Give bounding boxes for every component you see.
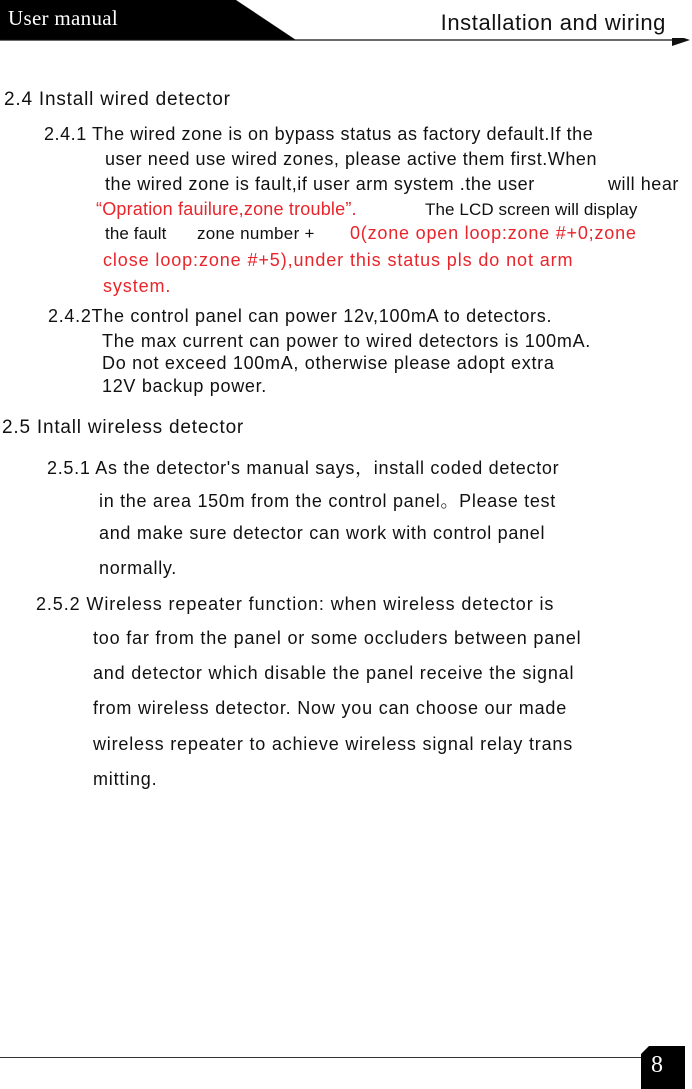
para-2-4-2-line-3: Do not exceed 100mA, otherwise please adopt extra	[102, 353, 555, 373]
section-heading-2-4: 2.4 Install wired detector	[4, 89, 231, 110]
para-2-4-2-line-4: 12V backup power.	[102, 376, 268, 396]
para-2-4-1-line-3b: will hear	[608, 174, 679, 194]
para-2-5-2-line-4: from wireless detector. Now you can choose our made	[93, 698, 568, 718]
section-heading-2-5: 2.5 Intall wireless detector	[2, 417, 245, 438]
para-2-4-1-zone-formula-end: system.	[103, 276, 172, 296]
para-2-4-2-line-2: The max current can power to wired detectors is 100mA.	[102, 331, 591, 351]
para-2-5-2-line-3: and detector which disable the panel receive the signal	[93, 663, 575, 683]
para-2-4-1-zone-formula: 0(zone open loop:zone #+0;zone	[350, 223, 637, 243]
para-2-5-1-line-1: 2.5.1 As the detector's manual says，install coded detector	[47, 458, 560, 478]
para-2-5-2-line-6: mitting.	[93, 769, 158, 789]
para-2-5-1-line-4: normally.	[99, 558, 177, 578]
para-2-4-1-line-5a: the fault	[105, 224, 167, 243]
page-number: 8	[651, 1052, 663, 1078]
header-label: User manual	[8, 6, 119, 30]
para-2-4-1-zone-formula-cont: close loop:zone #+5),under this status pls do not arm	[103, 250, 574, 270]
para-2-4-1-line-1: 2.4.1 The wired zone is on bypass status as factory default.If the	[44, 124, 594, 144]
para-2-5-2-line-2: too far from the panel or some occluders between panel	[93, 628, 582, 648]
header-title: Installation and wiring	[440, 10, 666, 35]
para-2-4-1-line-4: The LCD screen will display	[425, 200, 638, 219]
para-2-5-2-line-5: wireless repeater to achieve wireless signal relay trans	[93, 734, 573, 754]
header-tab	[0, 0, 300, 40]
para-2-4-1-warning: “Opration fauilure,zone trouble”.	[96, 199, 357, 219]
para-2-4-1-line-3a: the wired zone is fault,if user arm system .the user	[105, 174, 535, 194]
para-2-5-1-line-3: and make sure detector can work with control panel	[99, 523, 546, 543]
para-2-5-2-line-1: 2.5.2 Wireless repeater function: when wireless detector is	[36, 594, 555, 614]
para-2-4-1-line-5b: zone number +	[197, 224, 315, 243]
header-rule-arrow	[0, 38, 692, 50]
footer-rule	[0, 1057, 660, 1058]
para-2-4-1-line-2: user need use wired zones, please active them first.When	[105, 149, 598, 169]
para-2-4-2-line-1: 2.4.2The control panel can power 12v,100mA to detectors.	[48, 306, 553, 326]
para-2-5-1-line-2: in the area 150m from the control panel。Please test	[99, 491, 556, 511]
